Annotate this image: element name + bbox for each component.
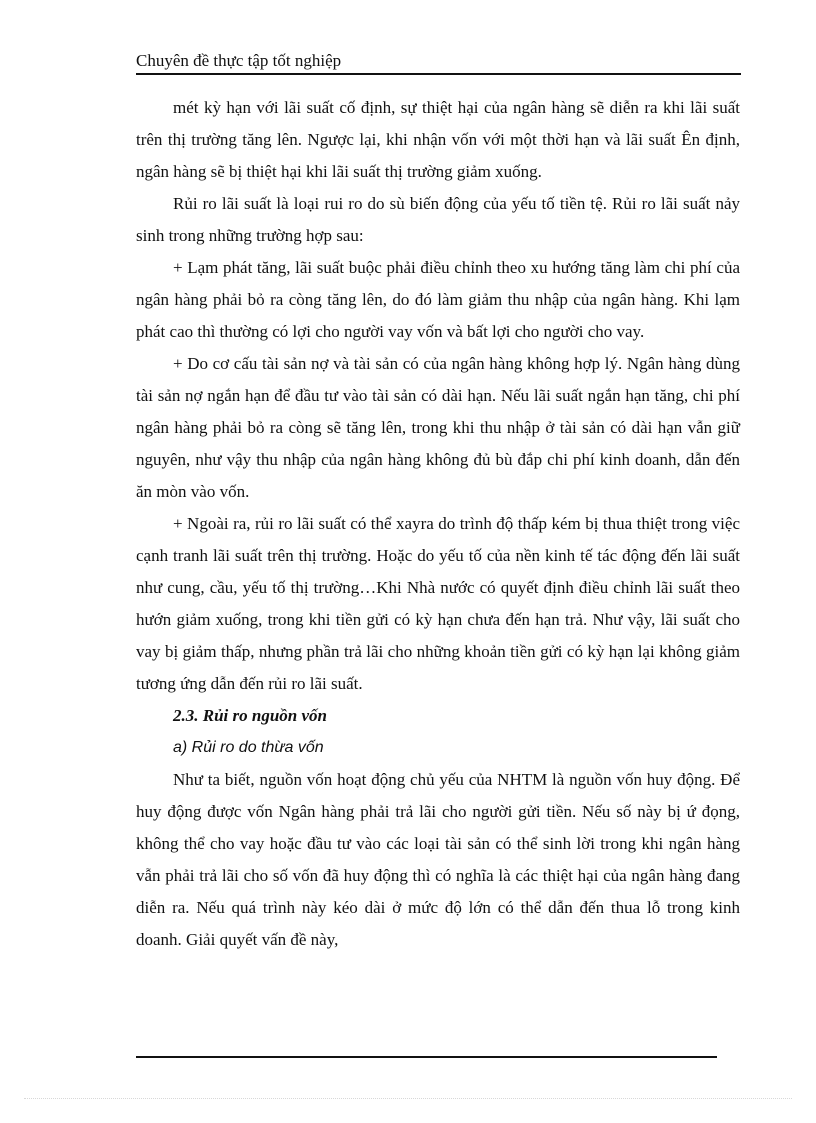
document-body — [136, 92, 740, 956]
footer-divider — [136, 1056, 717, 1058]
paragraph: Như ta biết, nguồn vốn hoạt động chủ yếu của NHTM là nguồn vốn huy động. Để huy động được vốn Ngân hàng phải trả lãi cho người gửi tiền. Nếu số này bị ứ đọng, không thể cho vay hoặc đầu tư vào các loại tài sản có thể sinh lời trong khi ngân hàng vẫn phải trả lãi cho số vốn đã huy động thì có nghĩa là các thiệt hại của ngân hàng đang diễn ra. Nếu quá trình này kéo dài ở mức độ lớn có thể dẫn đến thua lỗ trong kinh doanh. Giải quyết vấn đề này, — [136, 770, 740, 949]
paragraph: + Ngoài ra, rủi ro lãi suất có thể xayra do trình độ thấp kém bị thua thiệt trong việc cạnh tranh lãi suất trên thị trường. Hoặc do yếu tố của nền kinh tế tác động đến lãi suất như cung, cầu, yếu tố thị trường…Khi Nhà nước có quyết định điều chỉnh lãi suất theo hướn giảm xuống, trong khi tiền gửi có kỳ hạn chưa đến hạn trả. Như vậy, lãi suất cho vay bị giảm thấp, nhưng phần trả lãi cho những khoản tiền gửi có kỳ hạn lại không giảm tương ứng dẫn đến rủi ro lãi suất. — [136, 514, 740, 693]
page-header — [136, 50, 740, 72]
header-title: Chuyên đề thực tập tốt nghiệp — [136, 51, 342, 70]
paragraph: + Do cơ cấu tài sản nợ và tài sản có của ngân hàng không hợp lý. Ngân hàng dùng tài sản nợ ngắn hạn để đầu tư vào tài sản có dài hạn. Nếu lãi suất ngắn hạn tăng, chi phí ngân hàng phải bỏ ra còng sẽ tăng lên, trong khi thu nhập ở tài sản có dài hạn vẫn giữ nguyên, như vậy thu nhập của ngân hàng không đủ bù đắp chi phí kinh doanh, dẫn đến ăn mòn vào vốn. — [136, 354, 740, 501]
paragraph: Rủi ro lãi suất là loại rui ro do sù biến động của yếu tố tiền tệ. Rủi ro lãi suất nảy sinh trong những trường hợp sau: — [136, 194, 740, 245]
header-divider — [136, 73, 741, 75]
paragraph: + Lạm phát tăng, lãi suất buộc phải điều chỉnh theo xu hướng tăng làm chi phí của ngân hàng phải bỏ ra còng tăng lên, do đó làm giảm thu nhập của ngân hàng. Khi lạm phát cao thì thường có lợi cho người vay vốn và bất lợi cho người cho vay. — [136, 258, 740, 341]
paragraph: mét kỳ hạn với lãi suất cố định, sự thiệt hại của ngân hàng sẽ diễn ra khi lãi suất trên thị trường tăng lên. Ngược lại, khi nhận vốn với một thời hạn và lãi suất Ên định, ngân hàng sẽ bị thiệt hại khi lãi suất thị trường giảm xuống. — [136, 98, 740, 181]
section-heading: 2.3. Rủi ro nguồn vốn — [173, 706, 327, 725]
page-bottom-edge — [24, 1098, 792, 1099]
subsection-heading: a) Rủi ro do thừa vốn — [173, 739, 324, 756]
